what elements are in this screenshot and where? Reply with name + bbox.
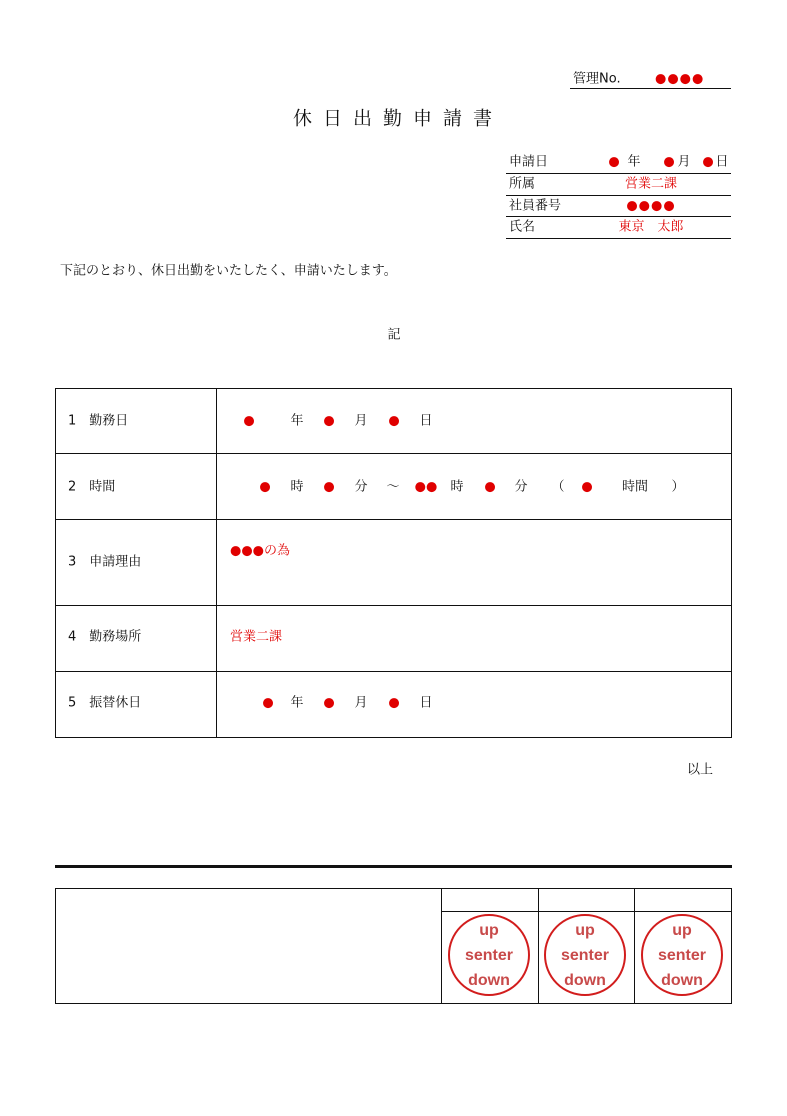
- value: ●: [323, 479, 335, 495]
- emp-no-label: 社員番号: [509, 198, 562, 214]
- stamp-text: senter: [464, 946, 514, 964]
- approval-box: [55, 888, 732, 1004]
- row-label-substitute-holiday: 5 振替休日: [68, 695, 142, 711]
- divider: [55, 453, 732, 454]
- date-year-value: ●: [608, 154, 620, 170]
- stamp-text: up: [672, 921, 692, 939]
- value: ●: [323, 413, 335, 429]
- dept-label: 所属: [509, 176, 536, 192]
- unit: 日: [419, 695, 433, 711]
- divider: [216, 388, 217, 738]
- value: ●●: [414, 479, 438, 495]
- value: ●: [388, 413, 400, 429]
- unit: 月: [354, 413, 368, 429]
- divider: [441, 888, 442, 1004]
- stamp-text: down: [564, 971, 606, 989]
- value: ●: [259, 479, 271, 495]
- unit: 分: [354, 479, 368, 495]
- dept-value: 営業二課: [624, 176, 678, 192]
- mgmt-no-label: 管理No.: [573, 71, 621, 87]
- divider: [55, 519, 732, 520]
- unit: 分: [514, 479, 528, 495]
- unit: 時: [290, 479, 304, 495]
- divider: [538, 888, 539, 1004]
- unit: 日: [419, 413, 433, 429]
- date-day-value: ●: [702, 154, 714, 170]
- stamp-text: senter: [560, 946, 610, 964]
- stamp-text: down: [661, 971, 703, 989]
- value: ●: [581, 479, 593, 495]
- day-label: 日: [715, 154, 729, 170]
- year-label: 年: [627, 154, 641, 170]
- divider: [55, 671, 732, 672]
- stamp-text: down: [468, 971, 510, 989]
- divider: [506, 238, 731, 239]
- divider: [441, 911, 732, 912]
- divider: [55, 605, 732, 606]
- mgmt-no-value: ●●●●: [655, 71, 705, 87]
- tilde: ～: [386, 479, 400, 495]
- row-label-location: 4 勤務場所: [68, 629, 142, 645]
- divider: [506, 173, 731, 174]
- emp-no-value: ●●●●: [626, 198, 676, 214]
- stamp-text: up: [575, 921, 595, 939]
- unit: 月: [354, 695, 368, 711]
- date-label: 申請日: [509, 154, 549, 170]
- date-month-value: ●: [663, 154, 675, 170]
- unit: 年: [290, 413, 304, 429]
- stamp-text: senter: [657, 946, 707, 964]
- stamp-text: up: [479, 921, 499, 939]
- name-label: 氏名: [509, 219, 536, 235]
- intro-text: 下記のとおり、休日出勤をいたしたく、申請いたします。: [60, 263, 397, 279]
- reason-value: ●●●の為: [230, 543, 291, 559]
- value: ●: [262, 695, 274, 711]
- paren-open: （: [551, 479, 565, 495]
- ki-label: 記: [387, 327, 401, 343]
- row-label-work-date: 1 勤務日: [68, 413, 129, 429]
- value: ●: [323, 695, 335, 711]
- row-label-reason: 3 申請理由: [68, 554, 142, 570]
- unit: 時間: [621, 479, 649, 495]
- approval-stamp: [544, 914, 626, 996]
- divider: [634, 888, 635, 1004]
- value: ●: [484, 479, 496, 495]
- divider: [570, 88, 731, 89]
- divider: [506, 195, 731, 196]
- name-value: 東京 太郎: [618, 219, 684, 235]
- thick-divider: [55, 865, 732, 868]
- approval-stamp: [448, 914, 530, 996]
- month-label: 月: [677, 154, 691, 170]
- request-table: [55, 388, 732, 738]
- value: ●: [243, 413, 255, 429]
- location-value: 営業二課: [230, 629, 283, 645]
- divider: [506, 216, 731, 217]
- approval-stamp: [641, 914, 723, 996]
- closing-text: 以上: [686, 762, 714, 778]
- unit: 年: [290, 695, 304, 711]
- paren-close: ）: [671, 479, 685, 495]
- value: ●: [388, 695, 400, 711]
- row-label-time: 2 時間: [68, 479, 116, 495]
- unit: 時: [450, 479, 464, 495]
- page-title: 休日出勤申請書: [292, 107, 504, 130]
